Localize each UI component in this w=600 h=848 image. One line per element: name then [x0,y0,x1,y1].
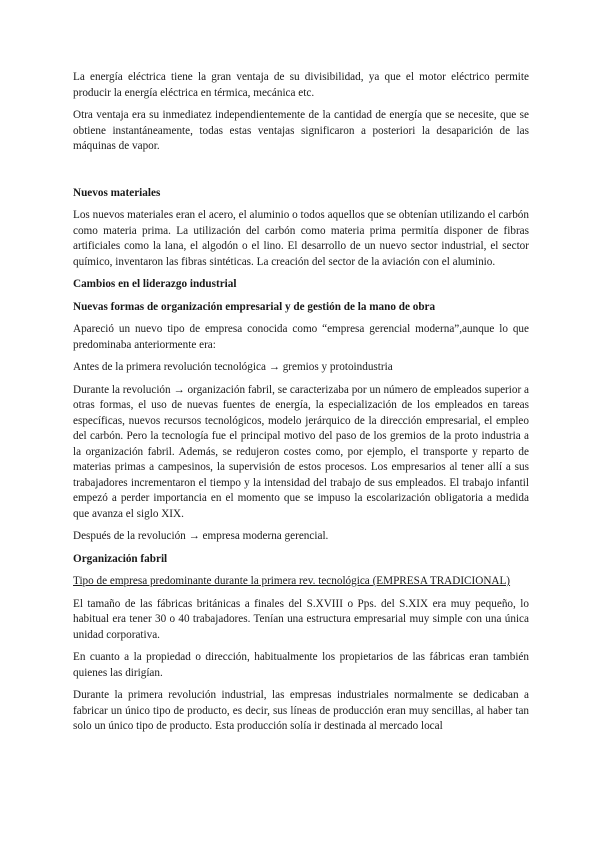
paragraph-despues-revolucion: Después de la revolución → empresa moderna gerencial. [73,530,329,542]
spacer [73,162,529,186]
paragraph-antes-revolucion: Antes de la primera revolución tecnológica → gremios y protoindustria [73,361,393,373]
heading-nuevas-formas: Nuevas formas de organización empresarial y de gestión de la mano de obra [73,300,436,313]
heading-organizacion-fabril: Organización fabril [73,552,168,565]
paragraph-nuevo-tipo-empresa: Apareció un nuevo tipo de empresa conocida como “empresa gerencial moderna”,aunque lo que predominaba anteriormente era: [73,323,529,351]
heading-cambios-liderazgo: Cambios en el liderazgo industrial [73,278,237,290]
paragraph-energia-electrica: La energía eléctrica tiene la gran ventaja de su divisibilidad, ya que el motor eléctrico permite producir la energía eléctrica en térmica, mecánica etc. [73,71,529,99]
paragraph-propiedad-direccion: En cuanto a la propiedad o dirección, habitualmente los propietarios de las fábricas eran también quienes las dirigían. [73,651,529,679]
document-body [73,70,529,742]
paragraph-durante-revolucion: Durante la revolución → organización fabril, se caracterizaba por un número de empleados superior a otras formas, el uso de nuevas fuentes de energía, la especialización de los empleados en tareas específicas, nuevos recursos tecnológicos, modelo jerárquico de la dirección empresarial, el empleo del carbón. Pero la tecnología fue el principal motivo del paso de los gremios de la proto industria a la organización fabril. Además, se redujeron costes como, por ejemplo, el transporte y reparto de materias primas a campesinos, la supervisión de estos procesos. Los empresarios al tener allí a sus trabajadores incrementaron el tiempo y la intensidad del trabajo de sus empleados. El trabajo infantil empezó a perder importancia en el momento que se impuso la escolarización obligatoria a medida que avanza el siglo XIX. [73,383,529,520]
subheading-tipo-empresa: Tipo de empresa predominante durante la primera rev. tecnológica (EMPRESA TRADICIONAL) [73,575,511,587]
paragraph-primera-revolucion: Durante la primera revolución industrial, las empresas industriales normalmente se dedicaban a fabricar un único tipo de producto, es decir, sus líneas de producción eran muy sencillas, al haber tan solo un único tipo de producto. Esta producción solía ir destinada al mercado local [73,689,529,732]
heading-nuevos-materiales: Nuevos materiales [73,186,161,199]
paragraph-nuevos-materiales: Los nuevos materiales eran el acero, el aluminio o todos aquellos que se obtenían utilizando el carbón como materia prima. La utilización del carbón como materia prima permitía disponer de fibras artificiales como la lana, el algodón o el lino. El desarrollo de un nuevo sector industrial, el sector químico, inventaron las fibras sintéticas. La creación del sector de la aviación con el aluminio. [73,209,529,268]
paragraph-tamano-fabricas: El tamaño de las fábricas británicas a finales del S.XVIII o Pps. del S.XIX era muy pequeño, lo habitual era tener 30 o 40 trabajadores. Tenían una estructura empresarial muy simple con una única unidad corporativa. [73,597,529,641]
paragraph-otra-ventaja: Otra ventaja era su inmediatez independientemente de la cantidad de energía que se necesite, que se obtiene instantáneamente, todas estas ventajas significaron a posteriori la desaparición de las máquinas de vapor. [73,109,529,152]
